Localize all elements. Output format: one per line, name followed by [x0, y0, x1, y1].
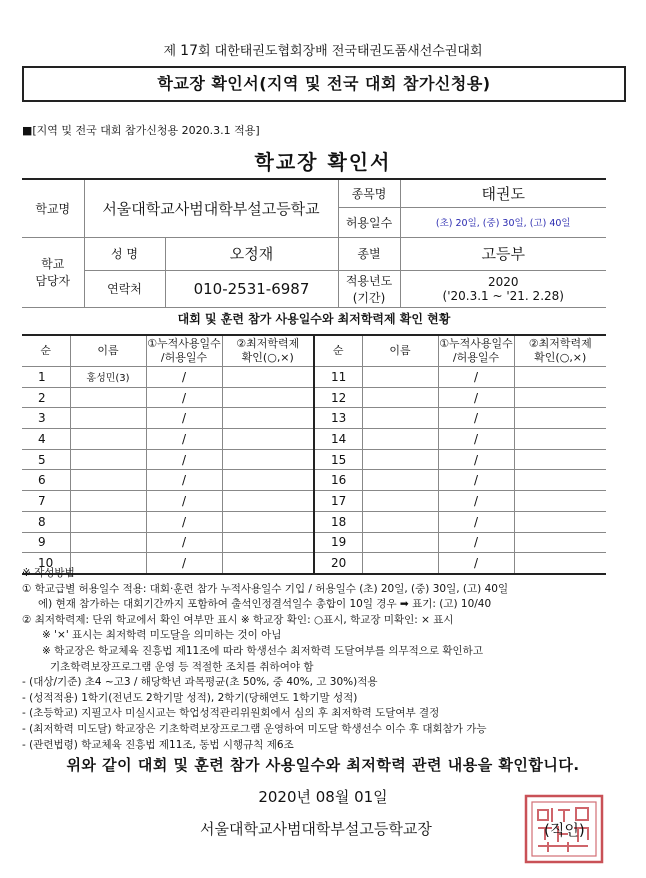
- days-used: /: [146, 532, 222, 553]
- days-used: /: [438, 429, 514, 450]
- confirmation-statement: 위와 같이 대회 및 훈련 참가 사용일수와 최저학력 관련 내용을 확인합니다.: [66, 756, 580, 774]
- row-number: 18: [314, 511, 362, 532]
- instruction-line: - (성적적용) 1학기(전년도 2학기말 성적), 2학기(당해연도 1학기말 성적): [22, 691, 358, 704]
- athlete-name: [362, 408, 438, 429]
- days-used: /: [438, 470, 514, 491]
- grade-check: [222, 470, 314, 491]
- athlete-name: [70, 532, 146, 553]
- manager-label: 학교 담당자: [22, 237, 84, 307]
- col-name: 이름: [362, 335, 438, 367]
- athlete-name: [70, 491, 146, 512]
- col-no: 순: [22, 335, 70, 367]
- grade-check: [222, 367, 314, 388]
- athlete-name: [362, 511, 438, 532]
- col-days: ①누적사용일수 /허용일수: [146, 335, 222, 367]
- row-number: 12: [314, 387, 362, 408]
- instruction-line: - (관련법령) 학교체육 진흥법 제11조, 동법 시행규칙 제6조: [22, 738, 294, 751]
- grade-check: [514, 470, 606, 491]
- days-used: /: [146, 449, 222, 470]
- grade-check: [514, 429, 606, 450]
- row-number: 15: [314, 449, 362, 470]
- days-used: /: [438, 491, 514, 512]
- col-grade: ②최저학력제 확인(○,×): [222, 335, 314, 367]
- grade-check: [514, 449, 606, 470]
- grade-check: [222, 491, 314, 512]
- row-number: 6: [22, 470, 70, 491]
- days-used: /: [146, 387, 222, 408]
- row-number: 14: [314, 429, 362, 450]
- instruction-line: ① 학교급별 허용일수 적용: 대회·훈련 참가 누적사용일수 기입 / 허용일수 (초) 20일, (중) 30일, (고) 40일: [22, 582, 509, 595]
- row-number: 3: [22, 408, 70, 429]
- contact-label: 연락처: [85, 271, 166, 307]
- days-used: /: [438, 511, 514, 532]
- grade-check: [222, 429, 314, 450]
- allowed-days-label: 허용일수: [338, 207, 400, 237]
- instructions-title: ※ 작성방법: [22, 567, 75, 579]
- event-value: 태권도: [400, 179, 606, 207]
- table-row: [22, 532, 606, 553]
- athlete-name: [362, 429, 438, 450]
- event-label: 종목명: [338, 179, 400, 207]
- seal-mark: (직인): [544, 821, 585, 839]
- grade-check: [514, 532, 606, 553]
- days-used: /: [146, 491, 222, 512]
- contact-value: 010-2531-6987: [193, 279, 310, 298]
- athlete-name: [362, 449, 438, 470]
- row-number: 4: [22, 429, 70, 450]
- row-number: 1: [22, 367, 70, 388]
- days-used: /: [146, 470, 222, 491]
- instruction-line: 에) 현재 참가하는 대회기간까지 포함하여 출석인정결석일수 총합이 10일 경우 ➡ 표기: (고) 10/40: [38, 598, 492, 611]
- days-used: /: [438, 367, 514, 388]
- category-label: 종별: [338, 237, 400, 270]
- athlete-name: [70, 408, 146, 429]
- participation-table: [22, 334, 606, 575]
- days-used: /: [438, 449, 514, 470]
- grade-check: [222, 408, 314, 429]
- row-number: 11: [314, 367, 362, 388]
- period-label: 적용년도 (기간): [338, 270, 400, 307]
- instruction-line: - (대상/기준) 초4 ~고3 / 해당학년 과목평균(초 50%, 중 40%, 고 30%)적용: [22, 676, 378, 689]
- document-boxed-title: 학교장 확인서(지역 및 전국 대회 참가신청용): [22, 66, 626, 102]
- instruction-line: 기초학력보장프로그램 운영 등 적절한 조치를 취하여야 함: [50, 660, 314, 673]
- instruction-line: ※ '×' 표시는 최저학력 미도달을 의미하는 것이 아님: [42, 629, 282, 642]
- athlete-name: [362, 387, 438, 408]
- grade-check: [222, 449, 314, 470]
- col-name: 이름: [70, 335, 146, 367]
- athlete-name: 홍성민(3): [70, 367, 146, 388]
- name-label: 성 명: [85, 238, 166, 270]
- grade-check: [222, 387, 314, 408]
- principal-name: 서울대학교사범대학부설고등학교장: [200, 820, 432, 838]
- athlete-name: [70, 429, 146, 450]
- days-used: /: [438, 387, 514, 408]
- athlete-name: [70, 387, 146, 408]
- grade-check: [514, 408, 606, 429]
- row-number: 19: [314, 532, 362, 553]
- row-number: 20: [314, 553, 362, 574]
- col-days: ①누적사용일수 /허용일수: [438, 335, 514, 367]
- athlete-name: [70, 511, 146, 532]
- days-used: /: [146, 367, 222, 388]
- row-number: 17: [314, 491, 362, 512]
- grade-check: [514, 491, 606, 512]
- row-number: 8: [22, 511, 70, 532]
- athlete-name: [362, 532, 438, 553]
- days-used: /: [146, 408, 222, 429]
- instruction-line: - (최저학력 미도달) 학교장은 기초학력보장프로그램 운영하여 미도달 학생선수 이수 후 대회참가 가능: [22, 722, 487, 735]
- writing-instructions: [22, 566, 622, 753]
- category-value: 고등부: [400, 237, 606, 270]
- grade-check: [222, 511, 314, 532]
- issue-date: 2020년 08월 01일: [258, 788, 388, 806]
- grade-check: [514, 387, 606, 408]
- school-info-table: [22, 178, 606, 308]
- table-row: [22, 470, 606, 491]
- table-row: [22, 367, 606, 388]
- row-number: 7: [22, 491, 70, 512]
- period-value: 2020 ('20.3.1 ~ '21. 2.28): [400, 270, 606, 307]
- days-used: /: [438, 408, 514, 429]
- row-number: 9: [22, 532, 70, 553]
- col-grade: ②최저학력제 확인(○,×): [514, 335, 606, 367]
- table-row: [22, 408, 606, 429]
- instruction-line: - (초등학교) 지필고사 미실시교는 학업성적관리위원회에서 심의 후 최저학력 도달여부 결정: [22, 707, 440, 720]
- athlete-name: [70, 470, 146, 491]
- days-used: /: [438, 553, 514, 574]
- row-number: 5: [22, 449, 70, 470]
- athlete-name: [70, 449, 146, 470]
- days-used: /: [146, 511, 222, 532]
- athlete-name: [362, 491, 438, 512]
- instruction-line: ② 최저학력제: 단위 학교에서 확인 여부만 표시 ※ 학교장 확인: ○표시, 학교장 미확인: × 표시: [22, 613, 454, 626]
- table-row: [22, 387, 606, 408]
- table-row: [22, 449, 606, 470]
- row-number: 2: [22, 387, 70, 408]
- days-used: /: [146, 429, 222, 450]
- main-title: 학교장 확인서: [254, 150, 392, 174]
- school-label: 학교명: [22, 179, 84, 237]
- row-number: 10: [22, 553, 70, 574]
- row-number: 16: [314, 470, 362, 491]
- table-row: [22, 429, 606, 450]
- athlete-name: [362, 470, 438, 491]
- allowed-days-value: (초) 20일, (중) 30일, (고) 40일: [400, 207, 606, 237]
- application-note: ■[지역 및 전국 대회 참가신청용 2020.3.1 적용]: [22, 124, 260, 137]
- grade-check: [514, 511, 606, 532]
- status-heading: 대회 및 훈련 참가 사용일수와 최저학력제 확인 현황: [177, 312, 451, 326]
- name-value: 오정재: [229, 245, 274, 263]
- instruction-line: ※ 학교장은 학교체육 진흥법 제11조에 따라 학생선수 최저학력 도달여부를 의무적으로 확인하고: [42, 644, 483, 657]
- col-no: 순: [314, 335, 362, 367]
- grade-check: [222, 532, 314, 553]
- school-name: 서울대학교사범대학부설고등학교: [84, 179, 338, 237]
- event-title: 제 17회 대한태권도협회장배 전국태권도품새선수권대회: [163, 43, 483, 59]
- table-row: [22, 511, 606, 532]
- athlete-name: [362, 367, 438, 388]
- table-row: [22, 491, 606, 512]
- days-used: /: [438, 532, 514, 553]
- days-used: /: [146, 553, 222, 574]
- row-number: 13: [314, 408, 362, 429]
- grade-check: [514, 367, 606, 388]
